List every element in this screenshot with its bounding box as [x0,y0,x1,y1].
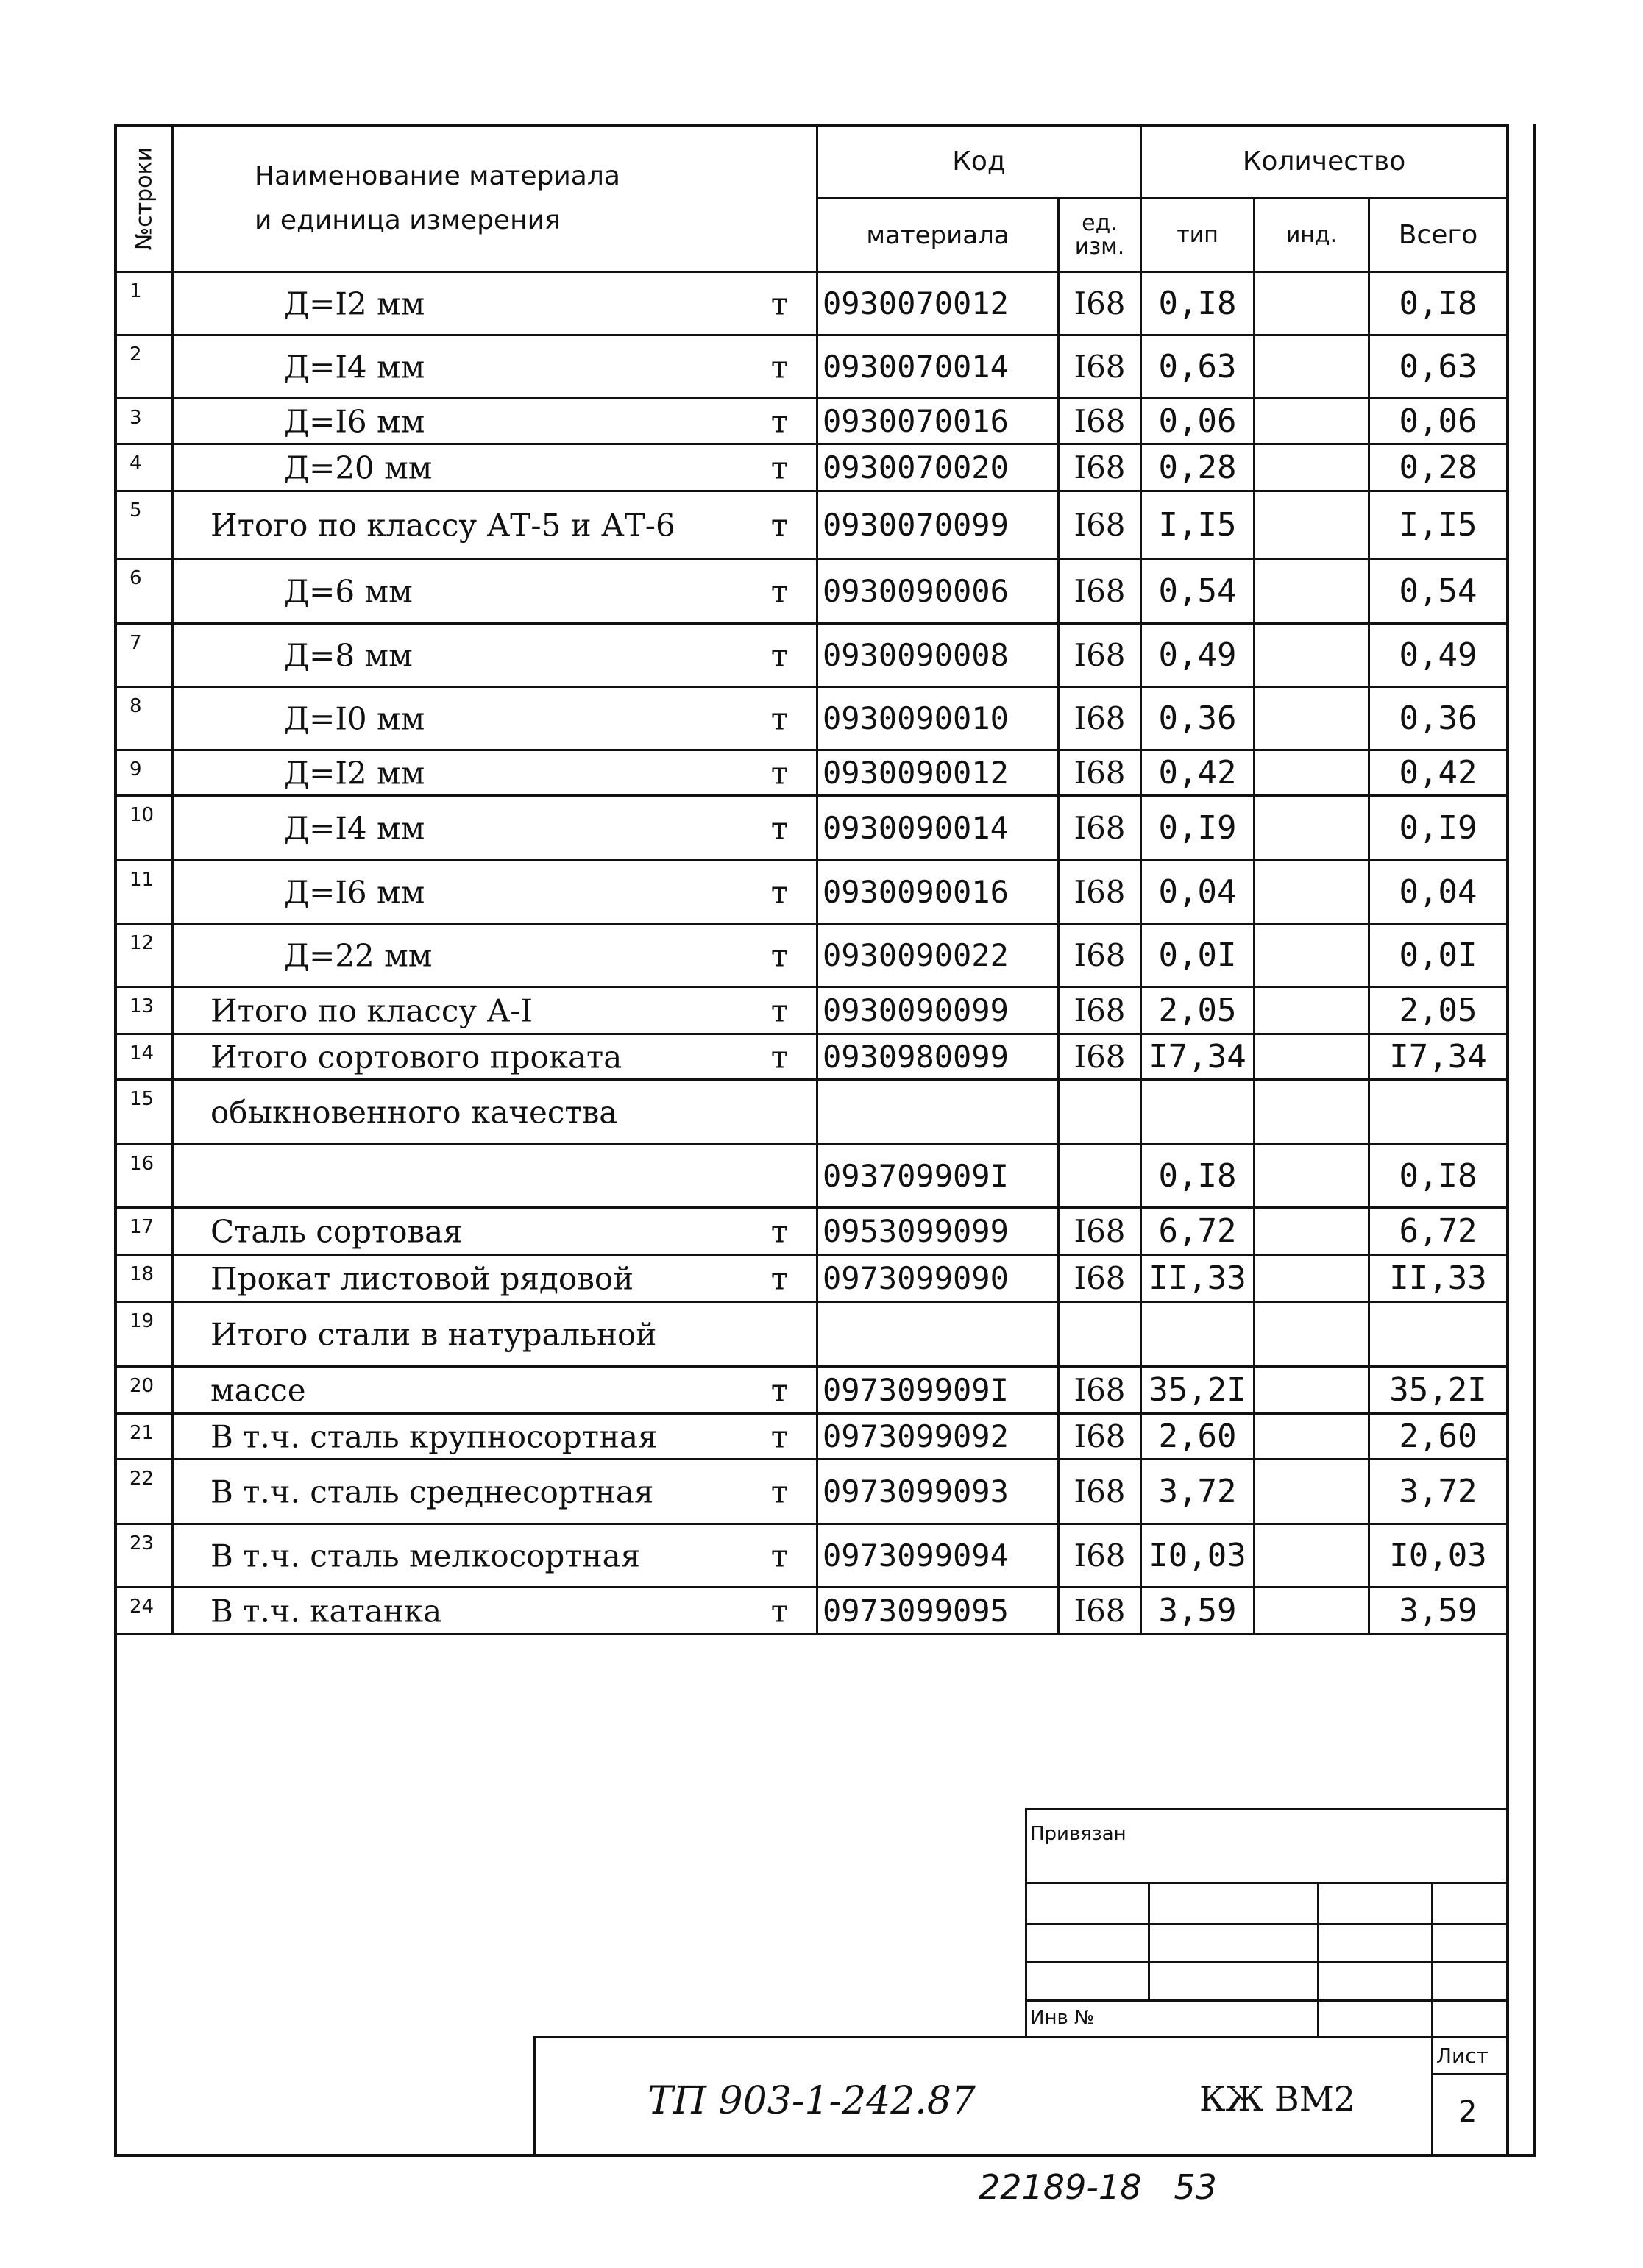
material-name-cell [173,1302,817,1367]
table-row [116,1255,1508,1302]
material-name: Д=I2 мм [284,285,425,321]
row-number: 13 [116,987,173,1034]
quantity-total: 2,05 [1369,987,1508,1034]
material-code: 0930980099 [817,1034,1059,1080]
row-number: 16 [116,1145,173,1208]
quantity-total: 3,59 [1369,1588,1508,1635]
quantity-ind [1255,987,1369,1034]
header-type: тип [1141,199,1255,272]
material-code: 0930090012 [817,750,1059,796]
quantity-total: 0,I8 [1369,1145,1508,1208]
unit-code: I68 [1059,924,1141,987]
material-name: Прокат листовой рядовой [210,1260,634,1296]
quantity-total: 2,60 [1369,1414,1508,1460]
row-number: 1 [116,272,173,335]
quantity-type [1141,1080,1255,1145]
header-row-number [116,125,173,272]
material-code: 0930070012 [817,272,1059,335]
material-code: 0973099094 [817,1524,1059,1588]
material-code: 0930070014 [817,335,1059,399]
material-name: массе [210,1372,306,1408]
table-row [116,1524,1508,1588]
table-row [116,335,1508,399]
unit-code: I68 [1059,444,1141,491]
quantity-total: 0,I9 [1369,796,1508,861]
quantity-total: 0,0I [1369,924,1508,987]
quantity-type: 0,I9 [1141,796,1255,861]
footer-number: 22189-18 53 [979,2167,1217,2207]
quantity-ind [1255,1208,1369,1255]
quantity-type: 6,72 [1141,1208,1255,1255]
material-code: 0930090014 [817,796,1059,861]
quantity-total: I,I5 [1369,491,1508,559]
material-name: обыкновенного качества [210,1094,618,1130]
quantity-type: 0,54 [1141,559,1255,624]
row-number: 12 [116,924,173,987]
measure-unit: т [770,403,788,439]
quantity-ind [1255,1302,1369,1367]
material-code: 0930090008 [817,624,1059,687]
header-unit-code: ед. изм. [1059,199,1141,272]
table-row [116,1034,1508,1080]
material-code: 0973099093 [817,1460,1059,1524]
material-code: 0930090022 [817,924,1059,987]
quantity-type: 0,0I [1141,924,1255,987]
title-block-line [1025,1808,1027,2036]
measure-unit: т [770,637,788,673]
table-row [116,1080,1508,1145]
material-name-cell [173,796,817,861]
row-number: 19 [116,1302,173,1367]
quantity-type: 0,63 [1141,335,1255,399]
unit-code: I68 [1059,1034,1141,1080]
quantity-ind [1255,272,1369,335]
row-number: 22 [116,1460,173,1524]
table-row [116,624,1508,687]
material-name-cell [173,1367,817,1414]
material-code [817,1080,1059,1145]
measure-unit: т [770,285,788,321]
table-row [116,1414,1508,1460]
material-name-cell [173,1414,817,1460]
quantity-total: 35,2I [1369,1367,1508,1414]
quantity-ind [1255,1255,1369,1302]
inventory-number-label: Инв № [1030,2007,1095,2029]
measure-unit: т [770,349,788,385]
table-row [116,491,1508,559]
quantity-type: 35,2I [1141,1367,1255,1414]
table-row [116,444,1508,491]
quantity-type: II,33 [1141,1255,1255,1302]
material-name-cell [173,687,817,750]
table-row [116,1208,1508,1255]
material-code: 0973099090 [817,1255,1059,1302]
quantity-total: I7,34 [1369,1034,1508,1080]
quantity-ind [1255,624,1369,687]
measure-unit: т [770,1538,788,1574]
material-name: Д=20 мм [284,449,433,486]
material-name-cell [173,1460,817,1524]
quantity-ind [1255,1460,1369,1524]
row-number: 7 [116,624,173,687]
quantity-total: 0,42 [1369,750,1508,796]
material-name-cell [173,399,817,444]
quantity-total: 0,54 [1369,559,1508,624]
material-name: Сталь сортовая [210,1213,463,1249]
quantity-total [1369,1302,1508,1367]
sheet-label: Лист [1436,2044,1488,2068]
unit-code: I68 [1059,1255,1141,1302]
material-code [817,1302,1059,1367]
quantity-ind [1255,861,1369,924]
material-code: 0930070099 [817,491,1059,559]
unit-code: I68 [1059,1460,1141,1524]
quantity-total: 3,72 [1369,1460,1508,1524]
quantity-ind [1255,796,1369,861]
measure-unit: т [770,449,788,486]
material-code: 097309909I [817,1367,1059,1414]
measure-unit: т [770,937,788,973]
quantity-ind [1255,491,1369,559]
measure-unit: т [770,507,788,543]
table-row [116,861,1508,924]
material-name: Д=6 мм [284,573,413,609]
material-code: 0973099095 [817,1588,1059,1635]
unit-code [1059,1302,1141,1367]
measure-unit: т [770,1372,788,1408]
material-name-cell [173,924,817,987]
header-row-number-text: №строки [131,146,157,250]
material-name-cell [173,1034,817,1080]
material-name: В т.ч. сталь среднесортная [210,1474,654,1510]
table-row [116,1145,1508,1208]
table-row [116,1460,1508,1524]
row-number: 14 [116,1034,173,1080]
quantity-type: 0,06 [1141,399,1255,444]
material-name: В т.ч. сталь крупносортная [210,1418,658,1454]
quantity-type: 0,I8 [1141,1145,1255,1208]
row-number: 4 [116,444,173,491]
quantity-total: 6,72 [1369,1208,1508,1255]
row-number: 21 [116,1414,173,1460]
material-name-cell [173,624,817,687]
measure-unit: т [770,573,788,609]
measure-unit: т [770,1260,788,1296]
material-name: Д=I6 мм [284,403,425,439]
material-name-cell [173,1080,817,1145]
table-row [116,399,1508,444]
table-row [116,924,1508,987]
material-name-cell [173,1208,817,1255]
title-block-line [533,2036,536,2154]
measure-unit: т [770,755,788,791]
quantity-type: 2,60 [1141,1414,1255,1460]
material-code: 0930090099 [817,987,1059,1034]
quantity-type: 3,72 [1141,1460,1255,1524]
table-row [116,1588,1508,1635]
row-number: 23 [116,1524,173,1588]
quantity-ind [1255,1414,1369,1460]
document-designation: ТП 903-1-242.87 [647,2079,976,2123]
unit-code: I68 [1059,1524,1141,1588]
quantity-ind [1255,1588,1369,1635]
title-block-line [1025,1961,1506,1963]
measure-unit: т [770,1593,788,1629]
measure-unit: т [770,810,788,846]
quantity-type: 3,59 [1141,1588,1255,1635]
table-row [116,559,1508,624]
quantity-ind [1255,335,1369,399]
table-row [116,272,1508,335]
measure-unit: т [770,874,788,910]
material-name-cell [173,444,817,491]
unit-code: I68 [1059,687,1141,750]
quantity-total: 0,04 [1369,861,1508,924]
unit-code: I68 [1059,559,1141,624]
row-number: 8 [116,687,173,750]
material-code: 093709909I [817,1145,1059,1208]
quantity-ind [1255,687,1369,750]
material-name-cell [173,272,817,335]
quantity-type: 2,05 [1141,987,1255,1034]
quantity-ind [1255,1524,1369,1588]
header-material-code: материала [817,199,1059,272]
unit-code: I68 [1059,750,1141,796]
quantity-total: I0,03 [1369,1524,1508,1588]
quantity-type: 0,04 [1141,861,1255,924]
material-code: 0930070020 [817,444,1059,491]
unit-code [1059,1080,1141,1145]
frame-line [1533,124,1536,2154]
unit-code: I68 [1059,1367,1141,1414]
header-total: Всего [1369,199,1508,272]
material-code: 0930090010 [817,687,1059,750]
measure-unit: т [770,992,788,1028]
table-row [116,796,1508,861]
quantity-type: I7,34 [1141,1034,1255,1080]
title-block-line [1025,1882,1506,1884]
quantity-ind [1255,750,1369,796]
row-number: 6 [116,559,173,624]
frame-line [114,2154,1536,2157]
quantity-ind [1255,1034,1369,1080]
unit-code: I68 [1059,272,1141,335]
header-ind: инд. [1255,199,1369,272]
row-number: 20 [116,1367,173,1414]
title-block-line [1148,1882,1150,1999]
material-name: Итого стали в натуральной [210,1316,657,1352]
material-name-cell [173,1588,817,1635]
material-name-cell [173,335,817,399]
quantity-type: I0,03 [1141,1524,1255,1588]
quantity-total: 0,36 [1369,687,1508,750]
unit-code: I68 [1059,796,1141,861]
material-name: Д=22 мм [284,937,433,973]
table-row [116,1367,1508,1414]
material-name-cell [173,861,817,924]
header-quantity: Количество [1141,125,1508,199]
material-name-cell [173,1145,817,1208]
material-name-cell [173,559,817,624]
quantity-total: II,33 [1369,1255,1508,1302]
material-name: В т.ч. сталь мелкосортная [210,1538,641,1574]
material-name-cell [173,1255,817,1302]
material-name: Д=8 мм [284,637,413,673]
title-block-line [1431,1882,1433,2154]
header-code: Код [817,125,1141,199]
measure-unit: т [770,1213,788,1249]
unit-code: I68 [1059,1588,1141,1635]
quantity-type: 0,I8 [1141,272,1255,335]
header-material-name: Наименование материала и единица измерения [173,125,817,272]
material-name: Д=I2 мм [284,755,425,791]
quantity-total: 0,49 [1369,624,1508,687]
quantity-ind [1255,399,1369,444]
measure-unit: т [770,700,788,736]
quantity-total: 0,I8 [1369,272,1508,335]
quantity-type: 0,42 [1141,750,1255,796]
material-name-cell [173,1524,817,1588]
row-number: 2 [116,335,173,399]
row-number: 24 [116,1588,173,1635]
table-row [116,1302,1508,1367]
unit-code: I68 [1059,491,1141,559]
row-number: 9 [116,750,173,796]
sheet-number: 2 [1458,2095,1477,2129]
material-name: Д=I4 мм [284,349,425,385]
table-row [116,750,1508,796]
quantity-ind [1255,924,1369,987]
quantity-type [1141,1302,1255,1367]
material-name-cell [173,987,817,1034]
material-name-cell [173,491,817,559]
material-name: В т.ч. катанка [210,1593,442,1629]
unit-code: I68 [1059,1414,1141,1460]
row-number: 5 [116,491,173,559]
material-code: 0953099099 [817,1208,1059,1255]
unit-code: I68 [1059,335,1141,399]
unit-code: I68 [1059,861,1141,924]
bound-label: Привязан [1030,1823,1126,1845]
unit-code: I68 [1059,987,1141,1034]
title-block-line [533,2036,1506,2038]
material-name: Д=I0 мм [284,700,425,736]
material-name: Д=I4 мм [284,810,425,846]
row-number: 17 [116,1208,173,1255]
material-name-cell [173,750,817,796]
document-mark: КЖ ВМ2 [1199,2079,1356,2119]
measure-unit: т [770,1474,788,1510]
material-code: 0973099092 [817,1414,1059,1460]
title-block-line [1025,1923,1506,1925]
row-number: 15 [116,1080,173,1145]
material-name: Итого по классу А-I [210,992,533,1028]
quantity-ind [1255,1367,1369,1414]
quantity-type: I,I5 [1141,491,1255,559]
quantity-total: 0,28 [1369,444,1508,491]
title-block-line [1025,1808,1506,1810]
material-code: 0930090006 [817,559,1059,624]
table-row [116,987,1508,1034]
material-spec-table [114,124,1508,1635]
unit-code: I68 [1059,624,1141,687]
title-block-line [1025,1999,1506,2002]
material-name: Итого по классу АТ-5 и АТ-6 [210,507,675,543]
quantity-ind [1255,444,1369,491]
material-name: Итого сортового проката [210,1039,622,1075]
quantity-type: 0,36 [1141,687,1255,750]
material-name: Д=I6 мм [284,874,425,910]
quantity-type: 0,49 [1141,624,1255,687]
material-code: 0930070016 [817,399,1059,444]
row-number: 11 [116,861,173,924]
quantity-total: 0,63 [1369,335,1508,399]
unit-code: I68 [1059,399,1141,444]
measure-unit: т [770,1418,788,1454]
quantity-ind [1255,559,1369,624]
quantity-total: 0,06 [1369,399,1508,444]
title-block-line [1317,1882,1319,2036]
row-number: 18 [116,1255,173,1302]
row-number: 10 [116,796,173,861]
row-number: 3 [116,399,173,444]
unit-code [1059,1145,1141,1208]
quantity-total [1369,1080,1508,1145]
quantity-ind [1255,1080,1369,1145]
unit-code: I68 [1059,1208,1141,1255]
measure-unit: т [770,1039,788,1075]
quantity-ind [1255,1145,1369,1208]
table-row [116,687,1508,750]
material-code: 0930090016 [817,861,1059,924]
title-block-line [1431,2073,1506,2075]
quantity-type: 0,28 [1141,444,1255,491]
